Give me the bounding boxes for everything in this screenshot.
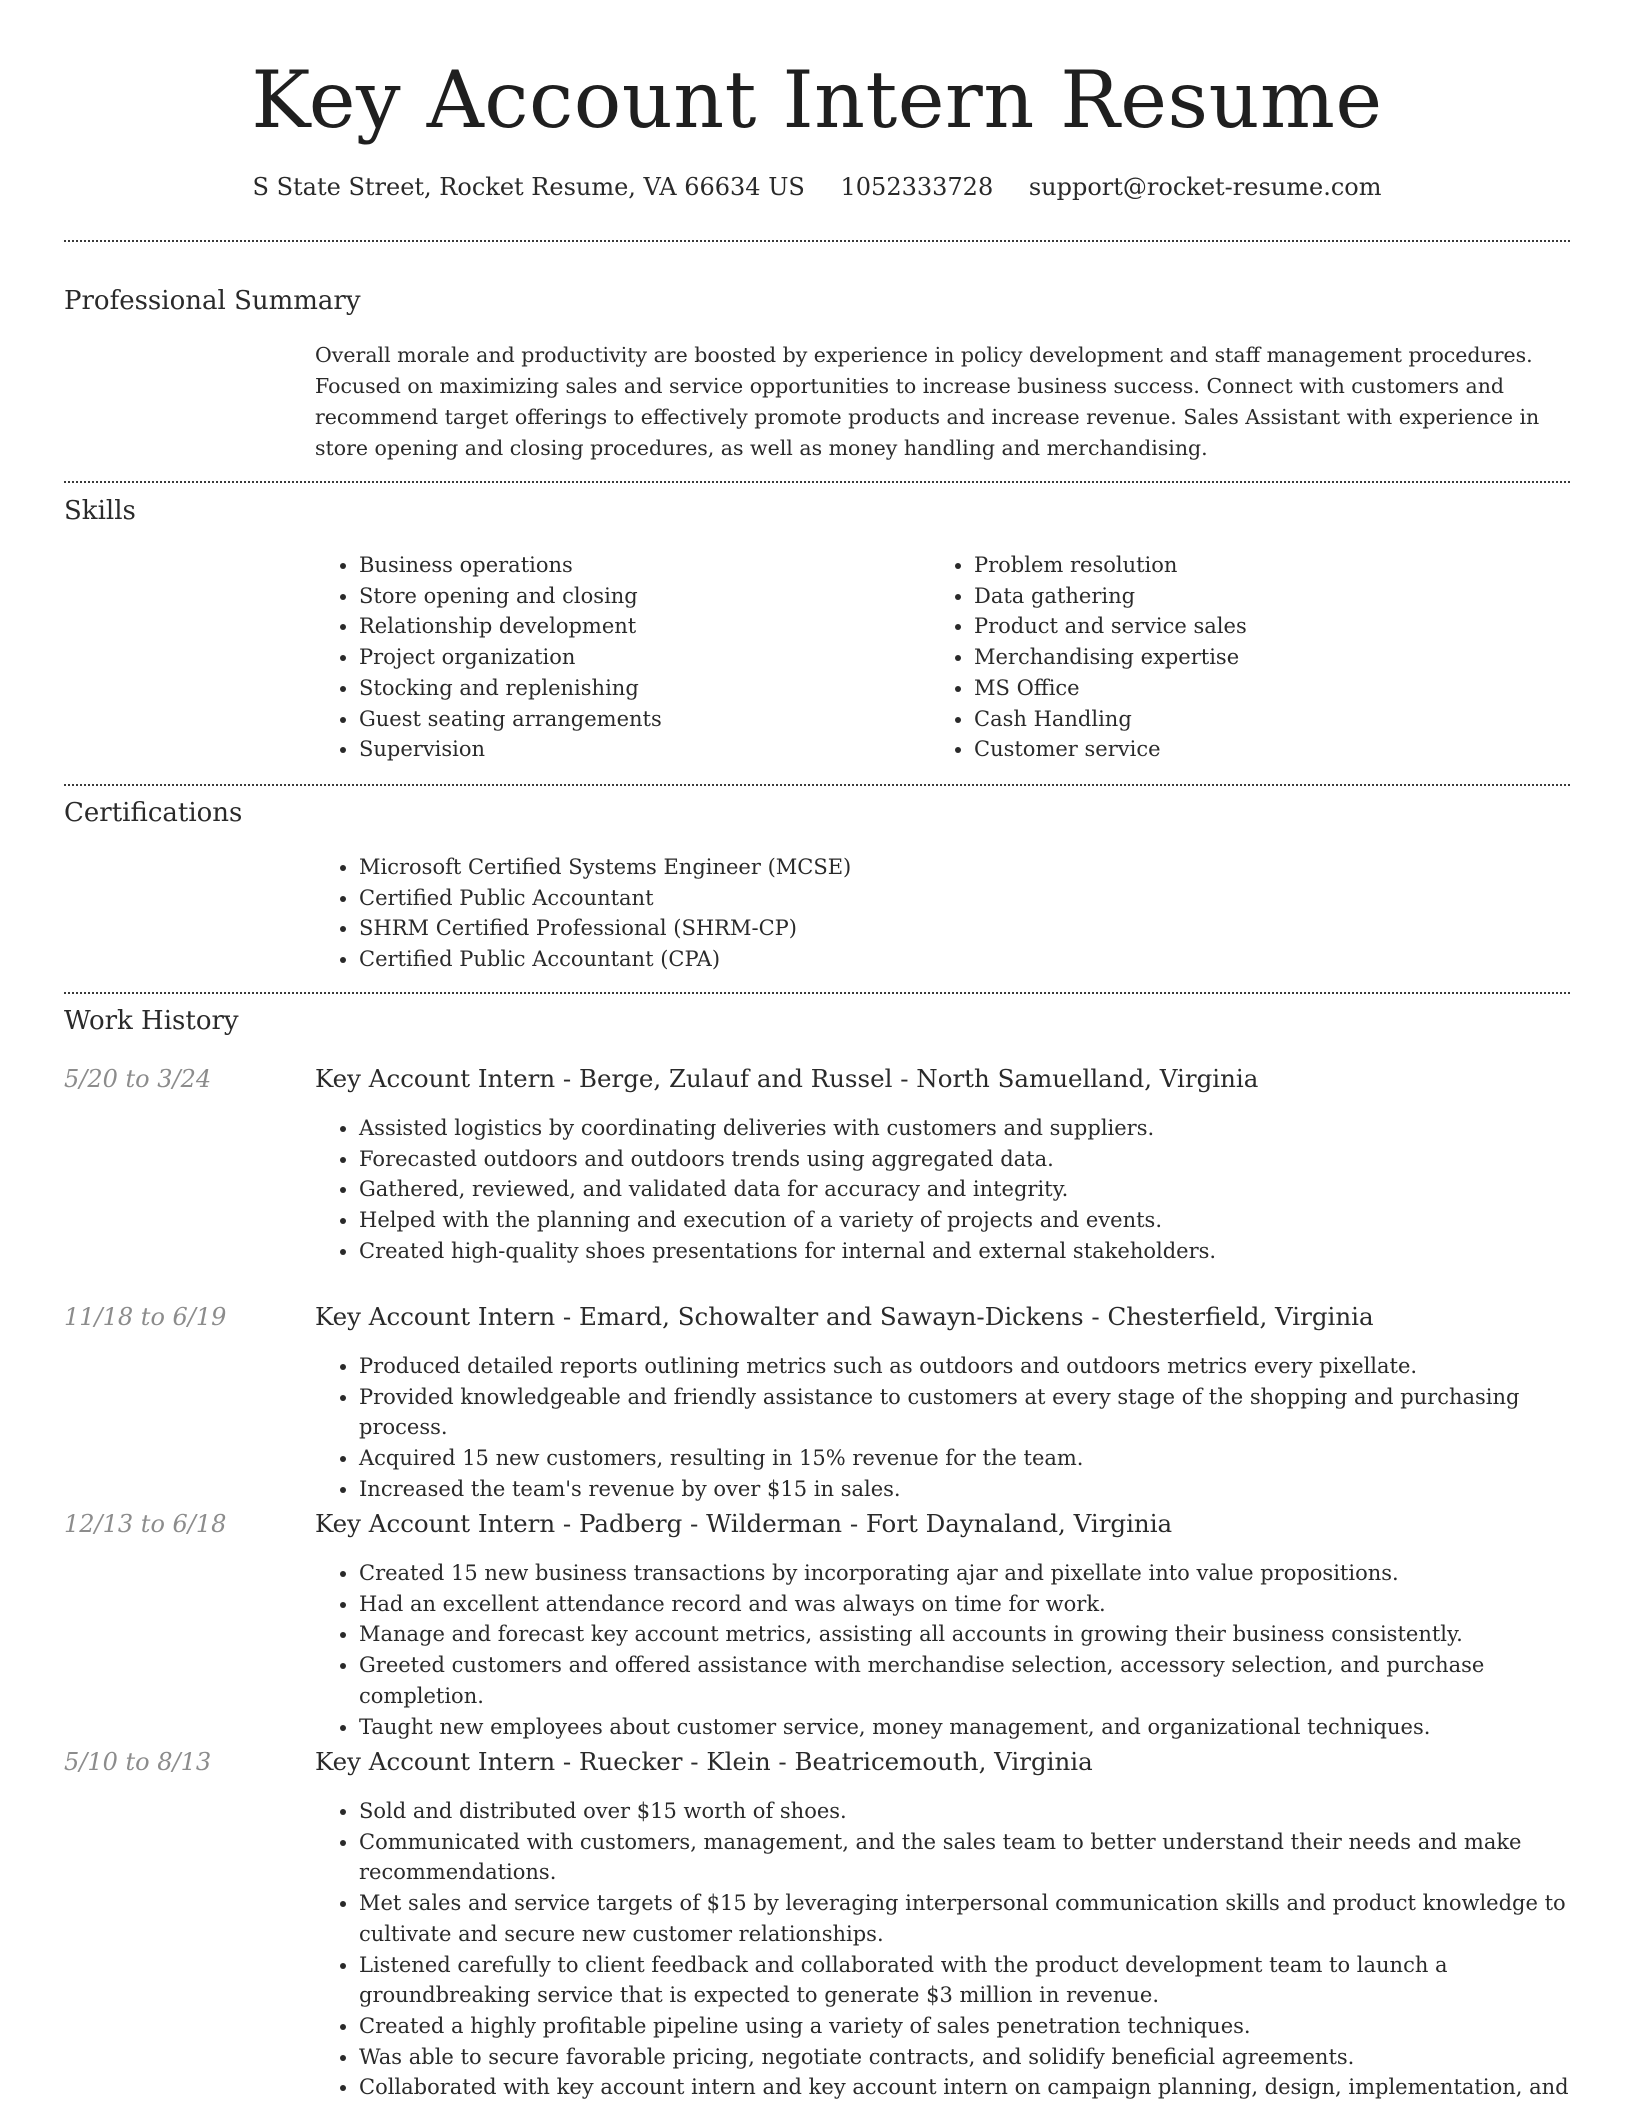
list-item: • Supervision <box>359 734 929 765</box>
list-item: • Forecasted outdoors and outdoors trends using aggregated data. <box>359 1144 1614 1175</box>
list-item: • Met sales and service targets of $15 by leveraging interpersonal communication skills and product knowledge to cultivate and secure new customer relationships. <box>359 1888 1614 1949</box>
list-item: • Project organization <box>359 642 929 673</box>
contact-email: support@rocket-resume.com <box>1028 173 1382 201</box>
divider <box>64 992 1570 994</box>
section-heading-skills: Skills <box>64 496 136 526</box>
list-item: • Manage and forecast key account metrics, assisting all accounts in growing their business consistently. <box>359 1619 1614 1650</box>
list-item: • Acquired 15 new customers, resulting in 15% revenue for the team. <box>359 1443 1614 1474</box>
contact-address: S State Street, Rocket Resume, VA 66634 US <box>252 173 805 201</box>
list-item: • Increased the team's revenue by over $15 in sales. <box>359 1474 1614 1505</box>
list-item: • Product and service sales <box>974 611 1574 642</box>
job-bullets <box>315 1558 1614 1742</box>
list-item: • Created 15 new business transactions by incorporating ajar and pixellate into value propositions. <box>359 1558 1614 1589</box>
list-item: • Listened carefully to client feedback and collaborated with the product development team to launch a groundbreaking service that is expected to generate $3 million in revenue. <box>359 1950 1614 2011</box>
list-item: • Stocking and replenishing <box>359 673 929 704</box>
job-title: Key Account Intern - Emard, Schowalter and Sawayn-Dickens - Chesterfield, Virginia <box>315 1302 1374 1331</box>
job-bullets <box>315 1351 1614 1505</box>
list-item: • Data gathering <box>974 581 1574 612</box>
list-item: • Produced detailed reports outlining metrics such as outdoors and outdoors metrics every pixellate. <box>359 1351 1614 1382</box>
job-title: Key Account Intern - Ruecker - Klein - Beatricemouth, Virginia <box>315 1747 1093 1776</box>
list-item: • Merchandising expertise <box>974 642 1574 673</box>
list-item: • Created high-quality shoes presentations for internal and external stakeholders. <box>359 1236 1614 1267</box>
list-item: • SHRM Certified Professional (SHRM-CP) <box>359 913 1559 944</box>
list-item: • Helped with the planning and execution of a variety of projects and events. <box>359 1205 1614 1236</box>
list-item: • Certified Public Accountant <box>359 883 1559 914</box>
job-bullets <box>315 1113 1614 1267</box>
certifications-list <box>315 852 1559 975</box>
list-item: • Sold and distributed over $15 worth of shoes. <box>359 1796 1614 1827</box>
list-item: • Had an excellent attendance record and was always on time for work. <box>359 1589 1614 1620</box>
job-dates: 11/18 to 6/19 <box>64 1303 227 1331</box>
contact-line <box>64 170 1570 204</box>
list-item: • Taught new employees about customer service, money management, and organizational techniques. <box>359 1712 1614 1743</box>
section-heading-summary: Professional Summary <box>64 286 361 316</box>
list-item: • Microsoft Certified Systems Engineer (MCSE) <box>359 852 1559 883</box>
contact-phone: 1052333728 <box>840 173 994 201</box>
list-item: • MS Office <box>974 673 1574 704</box>
job-title: Key Account Intern - Berge, Zulauf and Russel - North Samuelland, Virginia <box>315 1064 1259 1093</box>
resume-title: Key Account Intern Resume <box>251 54 1383 146</box>
list-item: • Certified Public Accountant (CPA) <box>359 944 1559 975</box>
list-item: • Store opening and closing <box>359 581 929 612</box>
list-item: • Customer service <box>974 734 1574 765</box>
list-item: • Collaborated with key account intern and key account intern on campaign planning, design, implementation, and <box>359 2072 1614 2103</box>
list-item: • Assisted logistics by coordinating deliveries with customers and suppliers. <box>359 1113 1614 1144</box>
list-item: • Provided knowledgeable and friendly assistance to customers at every stage of the shopping and purchasing process. <box>359 1382 1614 1443</box>
skills-list-left <box>315 550 929 765</box>
job-dates: 12/13 to 6/18 <box>64 1510 227 1538</box>
skills-list-right <box>930 550 1574 765</box>
job-bullets <box>315 1796 1614 2103</box>
divider <box>64 784 1570 786</box>
list-item: • Problem resolution <box>974 550 1574 581</box>
list-item: • Gathered, reviewed, and validated data for accuracy and integrity. <box>359 1174 1614 1205</box>
section-heading-certifications: Certifications <box>64 798 243 828</box>
job-dates: 5/10 to 8/13 <box>64 1748 212 1776</box>
job-dates: 5/20 to 3/24 <box>64 1065 212 1093</box>
job-title: Key Account Intern - Padberg - Wilderman - Fort Daynaland, Virginia <box>315 1509 1173 1538</box>
divider <box>64 240 1570 242</box>
list-item: • Created a highly profitable pipeline using a variety of sales penetration techniques. <box>359 2011 1614 2042</box>
list-item: • Communicated with customers, management, and the sales team to better understand their needs and make recommendations. <box>359 1827 1614 1888</box>
summary-text: Overall morale and productivity are boosted by experience in policy development and staff management procedures. Focused on maximizing sales and service opportunities to increase business success. Connect with customers and recommend target offerings to effectively promote products and increase revenue. Sales Assistant with experience in store opening and closing procedures, as well as money handling and merchandising. <box>315 343 1540 460</box>
list-item: • Relationship development <box>359 611 929 642</box>
list-item: • Business operations <box>359 550 929 581</box>
divider <box>64 481 1570 483</box>
section-heading-work-history: Work History <box>64 1006 239 1036</box>
list-item: • Greeted customers and offered assistance with merchandise selection, accessory selection, and purchase completion. <box>359 1650 1614 1711</box>
list-item: • Was able to secure favorable pricing, negotiate contracts, and solidify beneficial agreements. <box>359 2042 1614 2073</box>
list-item: • Guest seating arrangements <box>359 704 929 735</box>
list-item: • Cash Handling <box>974 704 1574 735</box>
